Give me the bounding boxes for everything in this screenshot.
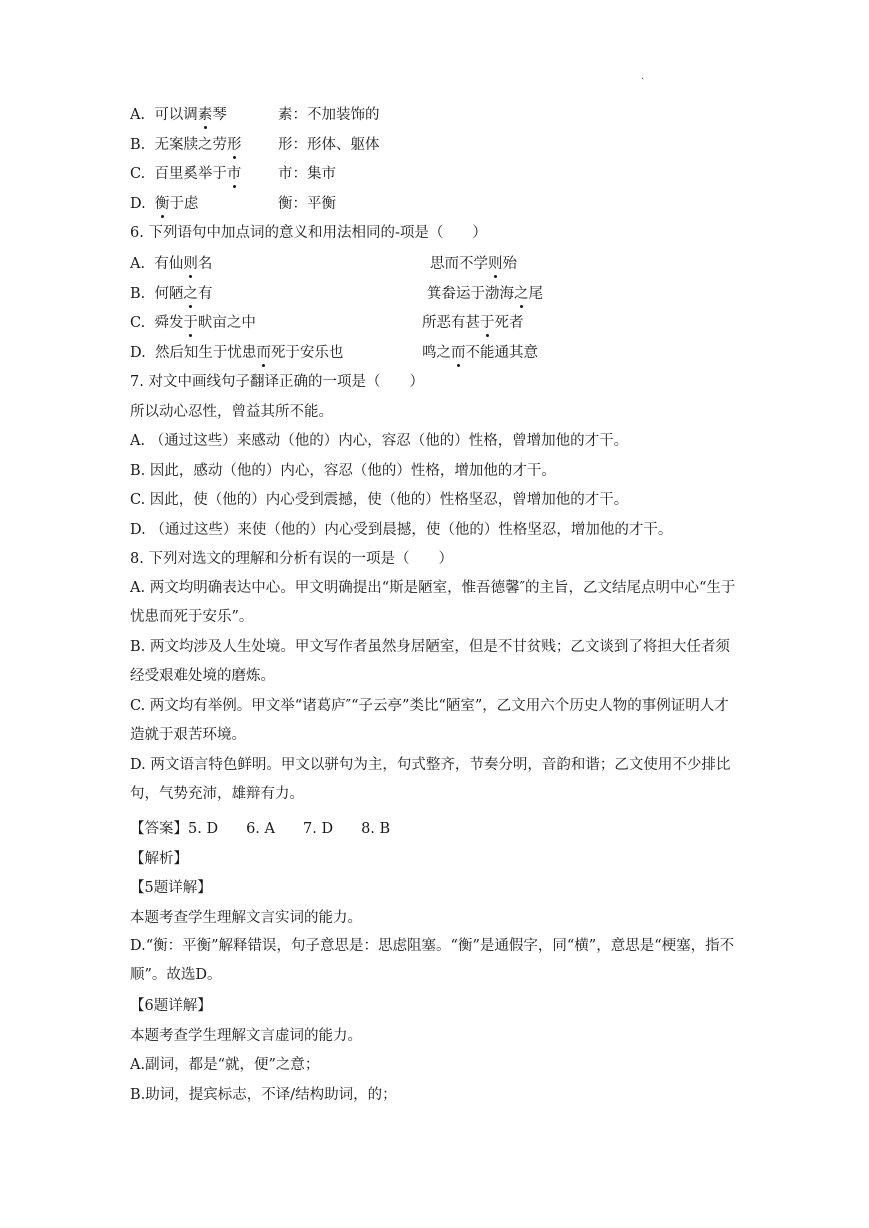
emphasis-char: 形 bbox=[226, 137, 242, 153]
q6-option-d: D. 然后知生于忧患而死于安乐也 鸣之而不能通其意 bbox=[130, 345, 538, 361]
q5-option-b: B. 无案牍之劳形 形：形体、躯体 bbox=[130, 137, 380, 153]
q5-gloss: 形：形体、躯体 bbox=[278, 137, 380, 153]
analysis-label: 【解析】 bbox=[130, 851, 188, 867]
q7-stem: 7. 对文中画线句子翻译正确的一项是（ ） bbox=[130, 374, 424, 390]
q5-gloss: 市：集市 bbox=[278, 166, 336, 182]
emphasis-char: 于 bbox=[183, 315, 198, 331]
emphasis-char: 而 bbox=[256, 345, 271, 361]
q5-gloss: 素：不加装饰的 bbox=[278, 107, 380, 123]
emphasis-char: 则 bbox=[488, 256, 503, 272]
q8-option-a: A. 两文均明确表达中心。甲文明确提出“斯是陋室，惟吾德馨″的主旨，乙文结尾点明中心“生于忧患而死于安乐”。 bbox=[130, 580, 736, 626]
q8-option-c: C. 两文均有举例。甲文举“诸葛庐″“子云亭”类比“陋室”，乙文用六个历史人物的事例证明人才造就于艰苦环境。 bbox=[130, 698, 729, 744]
q8-option-d: D. 两文语言特色鲜明。甲文以骈句为主，句式整齐，节奏分明，音韵和谐；乙文使用不少排比句，气势充沛，雄辩有力。 bbox=[130, 757, 731, 803]
q5-detail-intro: 本题考查学生理解文言实词的能力。 bbox=[130, 910, 362, 926]
emphasis-char: 则 bbox=[183, 256, 198, 272]
answer-line: 【答案】5. D 6. A 7. D 8. B bbox=[130, 821, 391, 837]
q6-right-sentence: 思而不学则殆 bbox=[430, 256, 517, 272]
q5-option-d: D. 衡于虑 衡：平衡 bbox=[130, 196, 336, 212]
q7-option-a: A. （通过这些）来感动（他的）内心，容忍（他的）性格，曾增加他的才干。 bbox=[130, 433, 629, 449]
answer-label: 【答案】 bbox=[130, 821, 188, 837]
emphasis-char: 素 bbox=[197, 107, 213, 123]
header-mark: · bbox=[641, 74, 645, 85]
emphasis-char: 衡 bbox=[154, 196, 170, 212]
emphasis-char: 之 bbox=[514, 286, 529, 302]
emphasis-char: 而 bbox=[451, 345, 466, 361]
q6-stem: 6. 下列语句中加点词的意义和用法相同的-项是（ ） bbox=[130, 225, 487, 241]
q6-right-sentence: 箕畚运于渤海之尾 bbox=[427, 286, 543, 302]
q8-stem: 8. 下列对选文的理解和分析有误的一项是（ ） bbox=[130, 551, 453, 567]
q6-option-b: B. 何陋之有 箕畚运于渤海之尾 bbox=[130, 286, 543, 302]
emphasis-char: 于 bbox=[480, 315, 495, 331]
q5-gloss: 衡：平衡 bbox=[278, 196, 336, 212]
q7-option-d: D. （通过这些）来使（他的）内心受到晨撼，使（他的）性格坚忍，增加他的才干。 bbox=[130, 522, 673, 538]
q6-detail-a: A.副词，都是“就，便”之意； bbox=[130, 1057, 320, 1073]
q6-detail-intro: 本题考查学生理解文言虚词的能力。 bbox=[130, 1028, 362, 1044]
q7-option-b: B. 因此，感动（他的）内心，容忍（他的）性格，增加他的才干。 bbox=[130, 463, 556, 479]
q6-right-sentence: 鸣之而不能通其意 bbox=[422, 345, 538, 361]
q7-sentence: 所以动心忍性，曾益其所不能。 bbox=[130, 404, 333, 420]
q6-right-sentence: 所恶有甚于死者 bbox=[422, 315, 524, 331]
q8-option-b: B. 两文均涉及人生处境。甲文写作者虽然身居陋室，但是不甘贫贱；乙文谈到了将担大任者须经受艰难处境的磨炼。 bbox=[130, 639, 730, 685]
emphasis-char: 市 bbox=[226, 166, 242, 182]
q7-option-c: C. 因此，使（他的）内心受到震撼，使（他的）性格坚忍，曾增加他的才干。 bbox=[130, 492, 629, 508]
q6-detail-title: 【6题详解】 bbox=[130, 998, 212, 1014]
q6-option-a: A. 有仙则名 思而不学则殆 bbox=[130, 256, 517, 272]
q6-option-c: C. 舜发于畎亩之中 所恶有甚于死者 bbox=[130, 315, 524, 331]
q5-option-c: C. 百里奚举于市 市：集市 bbox=[130, 166, 336, 182]
q5-detail-body: D.“衡：平衡”解释错误，句子意思是：思虑阻塞。“衡”是通假字，同“横”，意思是“梗塞，指不顺”。故选D。 bbox=[130, 938, 735, 984]
q5-detail-title: 【5题详解】 bbox=[130, 880, 212, 896]
emphasis-char: 之 bbox=[183, 286, 198, 302]
q5-option-a: A. 可以调素琴 素：不加装饰的 bbox=[130, 107, 380, 123]
q6-detail-b: B.助词，提宾标志，不译/结构助词，的； bbox=[130, 1087, 397, 1103]
